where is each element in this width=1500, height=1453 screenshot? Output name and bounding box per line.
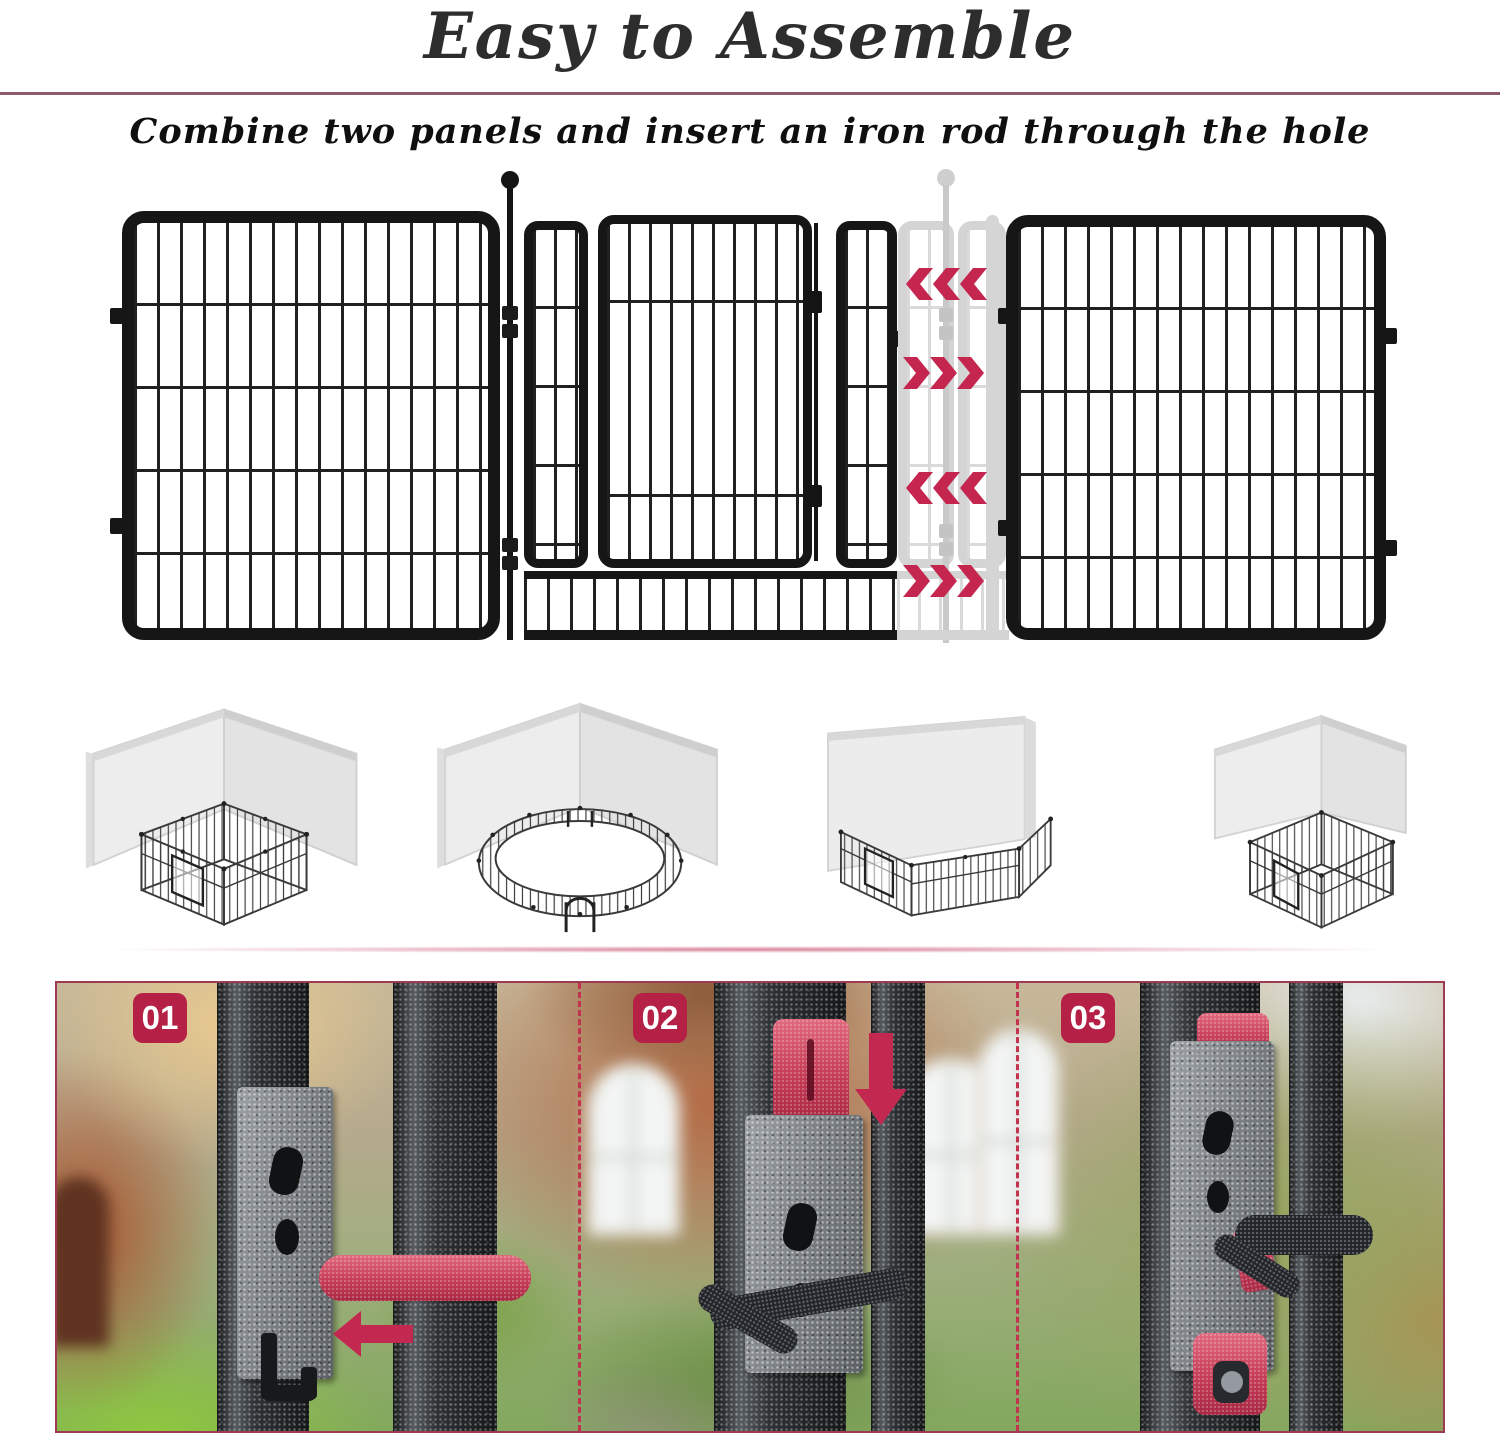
arched-window — [586, 1062, 681, 1237]
arrow-left-icon — [333, 1309, 415, 1363]
step-number: 03 — [1069, 999, 1107, 1037]
ghost-hinge-block — [939, 308, 953, 322]
door-side-strip-right — [836, 221, 897, 568]
panel-connector-tab — [1384, 540, 1397, 556]
step-separator — [578, 983, 581, 1431]
rod-hinge-block — [502, 324, 518, 338]
lock-hook — [301, 1367, 317, 1399]
page-title: Easy to Assemble — [423, 0, 1077, 74]
red-rod-tab — [773, 1019, 849, 1123]
door-panel — [598, 215, 812, 568]
panel-connector-tab — [998, 520, 1011, 536]
iron-rod-ball — [501, 171, 519, 189]
house-door — [55, 1177, 109, 1347]
fence-panel-right — [1006, 215, 1386, 640]
door-bottom-strip — [524, 571, 897, 640]
header — [0, 0, 1500, 152]
red-rod-tab-bottom — [1193, 1333, 1267, 1415]
panel-connector-tab — [998, 308, 1011, 324]
section-divider — [110, 946, 1390, 953]
ghost-panel-edge — [986, 215, 999, 639]
ghost-hinge-block — [939, 524, 953, 538]
title-divider — [0, 92, 1500, 95]
fence-post — [393, 981, 497, 1433]
rod-hinge-block — [502, 538, 518, 552]
iron-rod — [507, 188, 513, 640]
subtitle: Combine two panels and insert an iron rod through the hole — [129, 111, 1371, 153]
chevron-left-icon — [905, 472, 987, 504]
bracket-hole — [275, 1219, 299, 1255]
ghost-hinge-block — [939, 542, 953, 556]
door-hinge — [808, 291, 822, 313]
step-badge — [1061, 993, 1115, 1043]
arrow-down-icon — [855, 1033, 907, 1129]
chevron-right-icon — [903, 565, 985, 597]
fence-panel-left — [122, 211, 500, 640]
bracket-hole — [780, 1201, 819, 1254]
layout-diagram-corner-rect-pen — [1150, 700, 1428, 938]
lock-bracket — [237, 1087, 333, 1379]
rod-tab-slot — [807, 1039, 814, 1101]
step-badge — [633, 993, 687, 1043]
step-number: 01 — [141, 999, 179, 1037]
chevron-right-icon — [903, 357, 985, 389]
step-number: 02 — [641, 999, 679, 1037]
layout-diagram-circle-pen — [428, 692, 732, 940]
panel-connector-tab — [110, 518, 123, 534]
layout-diagrams — [0, 692, 1500, 940]
layout-diagram-corner-square-pen — [78, 698, 370, 938]
step-badge — [133, 993, 187, 1043]
panel-connector-tab — [1384, 328, 1397, 344]
lock-bracket — [1170, 1041, 1274, 1371]
door-hinge — [808, 485, 822, 507]
door-latch-rod — [814, 223, 818, 561]
layout-diagram-wall-barrier — [780, 702, 1106, 934]
red-iron-rod — [319, 1255, 531, 1301]
assembly-steps-photo — [55, 981, 1445, 1433]
bracket-hole — [1200, 1109, 1237, 1158]
bracket-hole — [266, 1145, 305, 1198]
bracket-hole — [1207, 1181, 1229, 1213]
panel-connector-tab — [110, 308, 123, 324]
fence-post — [1289, 981, 1343, 1433]
panel-assembly-illustration — [0, 168, 1500, 646]
door-side-strip-left — [524, 221, 588, 568]
step-separator — [1016, 983, 1019, 1431]
rod-hinge-block — [502, 306, 518, 320]
ghost-hinge-block — [939, 326, 953, 340]
rod-hinge-block — [502, 556, 518, 570]
chevron-left-icon — [905, 268, 987, 300]
